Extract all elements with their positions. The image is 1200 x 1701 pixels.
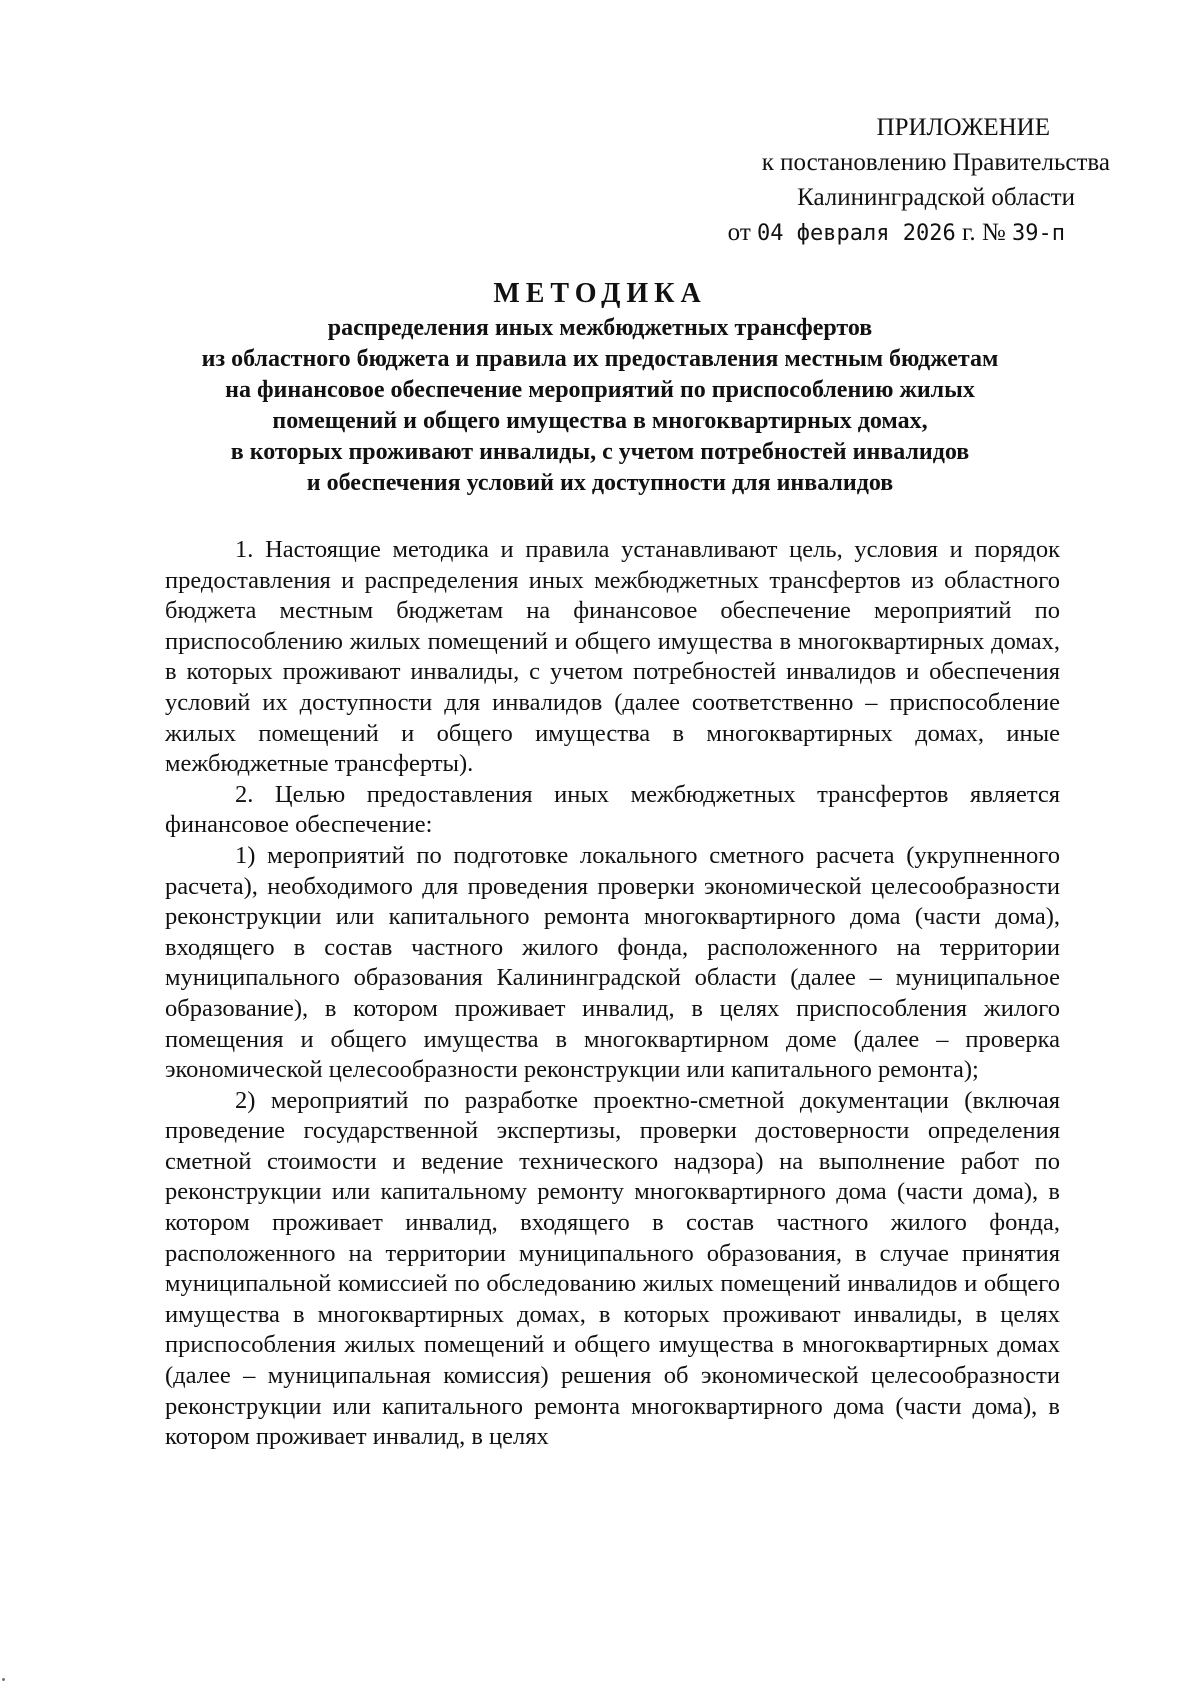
annex-block: [690, 110, 1110, 251]
heading-line: в которых проживают инвалиды, с учетом потребностей инвалидов: [230, 439, 970, 465]
scan-speck: [2, 1678, 5, 1681]
heading-line: помещений и общего имущества в многоквартирных домах,: [272, 408, 928, 434]
document-title: МЕТОДИКА: [493, 278, 707, 309]
annex-date-prefix: от: [727, 219, 751, 246]
heading-line: распределения иных межбюджетных трансфертов: [327, 315, 873, 341]
paragraph-1: 1. Настоящие методика и правила устанавливают цель, условия и порядок предоставления и распределения иных межбюджетных трансфертов из областного бюджета местным бюджетам на финансовое обеспечение мероприятий по приспособлению жилых помещений и общего имущества в многоквартирных домах, в которых проживают инвалиды, с учетом потребностей инвалидов и обеспечения условий их доступности для инвалидов (далее соответственно – приспособление жилых помещений и общего имущества в многоквартирных домах, иные межбюджетные трансферты).: [165, 536, 1060, 778]
annex-region-line: Калининградской области: [797, 184, 1075, 211]
paragraph-2-item-2: 2) мероприятий по разработке проектно-сметной документации (включая проведение государственной экспертизы, проверки достоверности определения сметной стоимости и ведение технического надзора) на выполнение работ по реконструкции или капитальному ремонту многоквартирного дома (части дома), в котором проживает инвалид, входящего в состав частного жилого фонда, расположенного на территории муниципального образования, в случае принятия муниципальной комиссией по обследованию жилых помещений инвалидов и общего имущества в многоквартирных домах, в которых проживают инвалиды, в целях приспособления жилых помещений и общего имущества в многоквартирных домах (далее – муниципальная комиссия) решения об экономической целесообразности реконструкции или капитального ремонта многоквартирного дома (части дома), в котором проживает инвалид, в целях: [165, 1086, 1060, 1451]
heading-line: и обеспечения условий их доступности для инвалидов: [306, 470, 894, 496]
annex-resolution-line: к постановлению Правительства: [761, 149, 1110, 176]
annex-date-suffix: г. №: [961, 219, 1006, 246]
body-text: [165, 535, 1060, 1453]
heading-block: [150, 275, 1050, 499]
paragraph-2: 2. Целью предоставления иных межбюджетных трансфертов является финансовое обеспечение:: [165, 780, 1060, 839]
heading-line: на финансовое обеспечение мероприятий по приспособлению жилых: [225, 377, 975, 403]
annex-title: ПРИЛОЖЕНИЕ: [876, 114, 1050, 141]
paragraph-2-item-1: 1) мероприятий по подготовке локального сметного расчета (укрупненного расчета), необходимого для проведения проверки экономической целесообразности реконструкции или капитального ремонта многоквартирного дома (части дома), входящего в состав частного жилого фонда, расположенного на территории муниципального образования Калининградской области (далее – муниципальное образование), в котором проживает инвалид, в целях приспособления жилого помещения и общего имущества в многоквартирном доме (далее – проверка экономической целесообразности реконструкции или капитального ремонта);: [165, 841, 1060, 1084]
heading-line: из областного бюджета и правила их предоставления местным бюджетам: [201, 346, 999, 372]
annex-number-value: 39-п: [1012, 221, 1065, 246]
annex-date-line: [690, 215, 1110, 251]
annex-date-value: 04 февраля 2026: [757, 221, 956, 246]
